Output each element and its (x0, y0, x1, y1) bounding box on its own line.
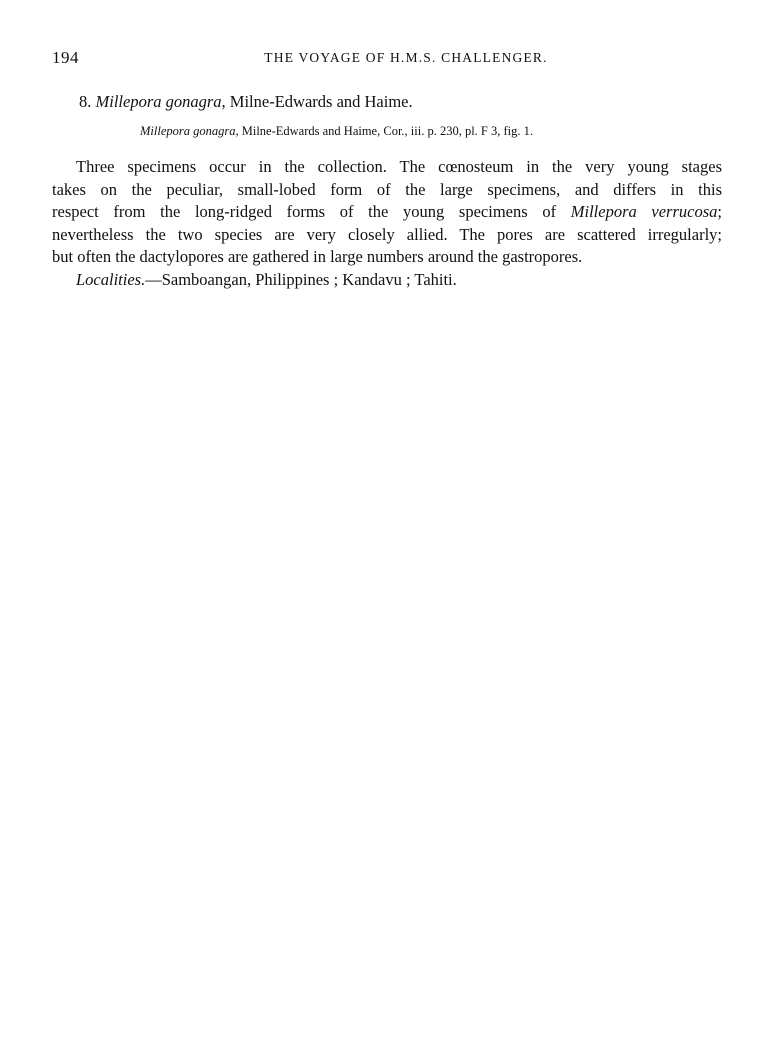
synonymy-reference: , Milne-Edwards and Haime, Cor., iii. p. 230, pl. F 3, fig. 1. (235, 124, 534, 138)
body-line: Three specimens occur in the collection. The cœnosteum in the very young stages (76, 157, 722, 176)
synonymy-citation (140, 124, 533, 139)
body-line: but often the dactylopores are gathered in large numbers around the gastropores. (52, 247, 583, 266)
species-heading (79, 92, 413, 112)
running-title: THE VOYAGE OF H.M.S. CHALLENGER. (264, 50, 548, 65)
localities-text: —Samboangan, Philippines ; Kandavu ; Tahiti. (145, 270, 457, 289)
species-name: Millepora gonagra (95, 92, 222, 111)
body-line-punct: ; (717, 202, 722, 221)
localities-label: Localities. (76, 270, 146, 289)
body-line: takes on the peculiar, small-lobed form of the large specimens, and differs in this (52, 179, 722, 199)
species-authority: , Milne-Edwards and Haime. (221, 92, 413, 111)
running-head (52, 48, 722, 72)
synonymy-species-name: Millepora gonagra (140, 124, 236, 138)
body-line: nevertheless the two species are very closely allied. The pores are scattered irregularly; (52, 224, 722, 244)
body-line-text: respect from the long-ridged forms of the young specimens of (52, 202, 571, 221)
body-line (52, 201, 722, 224)
body-line-species: Millepora verrucosa (570, 202, 718, 221)
page-number: 194 (52, 48, 79, 67)
entry-number: 8. (79, 92, 96, 111)
localities-line (76, 270, 457, 290)
body-paragraph (52, 156, 722, 269)
